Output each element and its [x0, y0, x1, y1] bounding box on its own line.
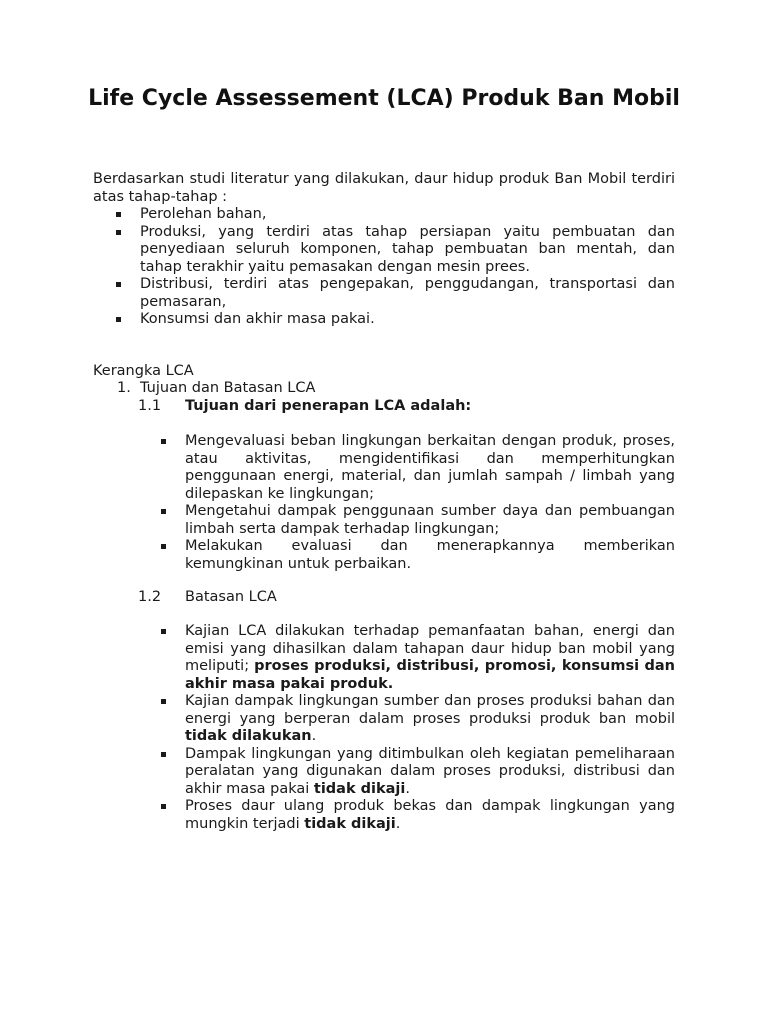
list-item-after: . — [395, 815, 401, 832]
framework-heading — [93, 363, 675, 381]
list-item-bold: tidak dikaji — [313, 780, 406, 797]
list-item-text: Melakukan evaluasi dan menerapkannya memberikan kemungkinan untuk perbaikan. — [185, 538, 675, 572]
square-bullet-icon — [116, 230, 121, 235]
square-bullet-icon — [161, 509, 166, 514]
list-item — [93, 224, 675, 277]
list-item-text: Produksi, yang terdiri atas tahap persiapan yaitu pembuatan dan penyediaan seluruh komponen, tahap pembuatan ban mentah, dan tahap terakhir yaitu pemasakan dengan mesin prees. — [140, 223, 675, 275]
list-item — [93, 206, 675, 224]
list-item-plain: Proses daur ulang produk bekas dan dampak lingkungan yang mungkin terjadi — [185, 798, 675, 832]
subsection-1-2-list — [93, 623, 675, 833]
intro-text: Berdasarkan studi literatur yang dilakukan, daur hidup produk Ban Mobil terdiri atas tahap-tahap : — [93, 171, 675, 205]
subsection-1-1-title: Tujuan dari penerapan LCA adalah: — [185, 398, 472, 414]
list-item-text: Konsumsi dan akhir masa pakai. — [140, 311, 375, 327]
list-item-after: . — [405, 780, 410, 797]
list-item — [93, 503, 675, 538]
square-bullet-icon — [161, 439, 166, 444]
square-bullet-icon — [161, 804, 166, 809]
subsection-1-1-list — [93, 433, 675, 573]
square-bullet-icon — [116, 212, 121, 217]
list-item — [93, 746, 675, 799]
subsection-1-2-number: 1.2 — [138, 589, 162, 605]
list-item-after: . — [311, 728, 317, 744]
list-item — [93, 276, 675, 311]
list-item — [93, 538, 675, 573]
document-title: Life Cycle Assessement (LCA) Produk Ban Mobil — [88, 86, 680, 111]
list-item-text: Perolehan bahan, — [140, 206, 267, 222]
list-item-text — [185, 798, 675, 833]
subsection-1-2-title: Batasan LCA — [185, 589, 277, 605]
list-item — [93, 693, 675, 746]
list-item — [93, 798, 675, 833]
list-item-text: Mengetahui dampak penggunaan sumber daya dan pembuangan limbah serta dampak terhadap lingkungan; — [185, 503, 675, 537]
square-bullet-icon — [161, 752, 166, 757]
list-item-bold: tidak dilakukan — [185, 728, 312, 744]
square-bullet-icon — [116, 317, 121, 322]
list-item-text: Distribusi, terdiri atas pengepakan, penggudangan, transportasi dan pemasaran, — [140, 276, 675, 310]
list-item-bold: proses produksi, distribusi, promosi, konsumsi dan akhir masa pakai produk. — [185, 658, 675, 692]
section-1-title: Tujuan dan Batasan LCA — [140, 380, 316, 396]
square-bullet-icon — [161, 629, 166, 634]
framework-heading-text: Kerangka LCA — [93, 363, 194, 379]
list-item — [93, 623, 675, 693]
list-item-text — [185, 693, 675, 746]
list-item — [93, 311, 675, 329]
list-item-plain: Kajian dampak lingkungan sumber dan proses produksi bahan dan energi yang berperan dalam proses produksi produk ban mobil — [185, 693, 675, 727]
square-bullet-icon — [116, 282, 121, 287]
intro-list — [93, 206, 675, 329]
list-item-plain: Kajian LCA dilakukan terhadap pemanfaatan bahan, energi dan emisi yang dihasilkan dalam tahapan daur hidup ban mobil yang meliputi; — [185, 623, 675, 674]
square-bullet-icon — [161, 544, 166, 549]
subsection-1-1-number: 1.1 — [138, 398, 162, 414]
square-bullet-icon — [161, 699, 166, 704]
list-item-text — [185, 623, 675, 693]
list-item-text: Mengevaluasi beban lingkungan berkaitan dengan produk, proses, atau aktivitas, mengidentifikasi dan memperhitungkan penggunaan energi, material, dan jumlah sampah / limbah yang dilepaskan ke lingkungan; — [185, 433, 675, 502]
intro-paragraph — [93, 171, 675, 206]
section-1-number: 1. — [117, 380, 131, 396]
list-item-text — [185, 746, 675, 799]
list-item — [93, 433, 675, 503]
list-item-bold: tidak dikaji — [304, 815, 396, 832]
list-item-plain: Dampak lingkungan yang ditimbulkan oleh kegiatan pemeliharaan peralatan yang digunakan dalam proses produksi, distribusi dan akhir masa pakai — [185, 745, 675, 797]
